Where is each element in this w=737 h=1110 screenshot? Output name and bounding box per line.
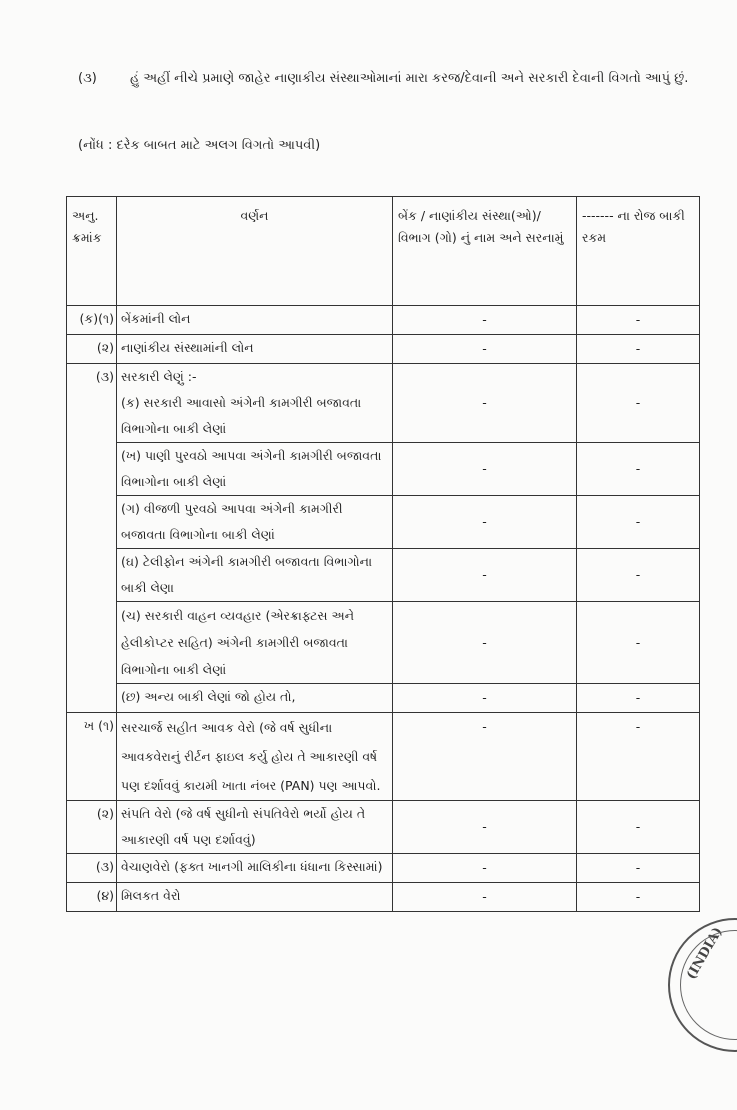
table-row <box>67 684 700 713</box>
row-bank: - <box>482 514 487 529</box>
table-row <box>67 443 700 496</box>
table-row <box>67 854 700 883</box>
table-row-group <box>67 364 700 391</box>
row-bank: - <box>482 461 487 476</box>
header-amount: ------- ના રોજ બાકી રકમ <box>577 197 700 306</box>
table-row <box>67 549 700 602</box>
row-description: નાણાંકીય સંસ્થામાંની લોન <box>117 335 393 364</box>
row-number: (ક)(૧) <box>67 306 117 335</box>
table-row <box>67 602 700 684</box>
row-bank: - <box>482 819 487 834</box>
row-amount: - <box>635 819 641 834</box>
row-number: (૨) <box>67 801 117 854</box>
notary-stamp <box>668 918 737 1052</box>
row-bank: - <box>482 719 487 734</box>
intro-number: (૩) <box>78 71 97 86</box>
row-amount: - <box>635 634 641 650</box>
row-amount: - <box>635 567 641 582</box>
row-number: ખ (૧) <box>67 713 117 801</box>
row-description: (ગ) વીજળી પુરવઠો આપવા અંગેની કામગીરી બજાવતા વિભાગોના બાકી લેણાં <box>117 496 393 549</box>
row-description: બેંકમાંની લોન <box>117 306 393 335</box>
row-amount: - <box>635 860 641 875</box>
row-number: (૪) <box>67 883 117 912</box>
row-bank: - <box>393 306 577 335</box>
debt-table <box>66 196 700 912</box>
row-bank: - <box>393 335 577 364</box>
row-number: (૩) <box>67 854 117 883</box>
table-row <box>67 496 700 549</box>
header-serial: અનુ. ક્રમાંક <box>67 197 117 306</box>
header-description: વર્ણન <box>117 197 393 306</box>
row-amount: - <box>577 335 700 364</box>
table-row <box>67 883 700 912</box>
table-row <box>67 335 700 364</box>
row-amount: - <box>635 690 641 705</box>
table-row <box>67 713 700 801</box>
row-description: સરકારી લેણું :- <box>117 364 393 391</box>
row-description: (ક) સરકારી આવાસો અંગેની કામગીરી બજાવતા વિભાગોના બાકી લેણાં <box>117 390 393 443</box>
row-number: (૩) <box>67 364 117 713</box>
table-row <box>67 801 700 854</box>
row-amount: - <box>635 395 641 410</box>
row-bank: - <box>482 889 487 904</box>
row-description: (ચ) સરકારી વાહન વ્યવહાર (એરક્રાફ્ટસ અને હેલીકોપ્ટર સહિત) અંગેની કામગીરી બજાવતા વિભાગોના બાકી લેણાં <box>117 602 393 684</box>
row-amount: - <box>635 461 641 476</box>
row-amount: - <box>635 719 641 734</box>
table-row <box>67 306 700 335</box>
row-amount: - <box>635 889 641 904</box>
row-bank: - <box>482 860 487 875</box>
row-amount: - <box>635 514 641 529</box>
table-header-row <box>67 197 700 306</box>
stamp-text: (INDIA) <box>683 924 726 983</box>
row-description: (છ) અન્ય બાકી લેણાં જો હોય તો, <box>117 684 393 713</box>
row-bank: - <box>482 690 487 705</box>
intro-text: હું અહીં નીચે પ્રમાણે જાહેર નાણાકીય સંસ્થાઓમાનાં મારા કરજ/દેવાની અને સરકારી દેવાની વિગતો આપું છું. <box>130 71 689 86</box>
header-bank: બેંક / નાણાંકીય સંસ્થા(ઓ)/વિભાગ (ગો) નું નામ અને સરનામું <box>393 197 577 306</box>
row-description: (ખ) પાણી પુરવઠો આપવા અંગેની કામગીરી બજાવતા વિભાગોના બાકી લેણાં <box>117 443 393 496</box>
row-description: (ઘ) ટેલીફોન અંગેની કામગીરી બજાવતા વિભાગોના બાકી લેણા <box>117 549 393 602</box>
row-bank: - <box>482 395 487 410</box>
row-description: સરચાર્જ સહીત આવક વેરો (જે વર્ષ સુધીના આવકવેરાનું રીર્ટન ફાઇલ કર્યુ હોય તે આકારણી વર્ષ પણ દર્શાવવું કાયમી ખાતા નંબર (PAN) પણ આપવો. <box>117 713 393 801</box>
row-bank: - <box>482 634 487 650</box>
row-description: મિલકત વેરો <box>117 883 393 912</box>
row-description: સંપતિ વેરો (જે વર્ષ સુધીનો સંપતિવેરો ભર્યો હોય તે આકારણી વર્ષ પણ દર્શાવવું) <box>117 801 393 854</box>
row-number: (૨) <box>67 335 117 364</box>
row-description: વેચાણવેરો (ફક્ત ખાનગી માલિકીના ધંધાના કિસ્સામાં) <box>117 854 393 883</box>
row-bank: - <box>482 567 487 582</box>
note-text: (નોંધ : દરેક બાબત માટે અલગ વિગતો આપવી) <box>78 138 321 153</box>
row-amount: - <box>577 306 700 335</box>
